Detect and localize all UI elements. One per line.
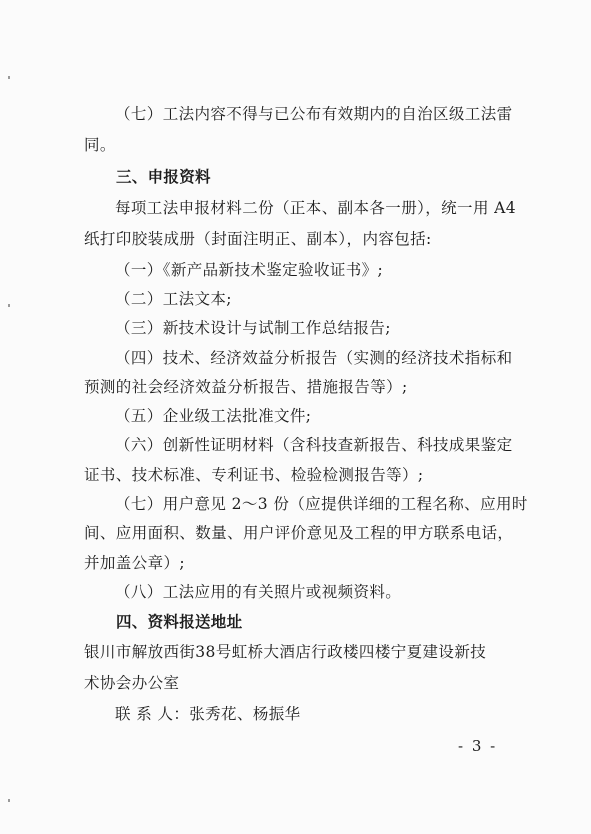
material-item-7-line-1: （七）用户意见 2～3 份（应提供详细的工程名称、应用时 xyxy=(115,495,528,513)
material-item-2: （二）工法文本; xyxy=(115,290,232,308)
material-item-4-line-2: 预测的社会经济效益分析报告、措施报告等）; xyxy=(84,378,408,396)
paragraph-item-7-line-2: 同。 xyxy=(84,136,116,154)
scan-dot-top-left xyxy=(8,76,10,79)
contact-person-line: 联 系 人：张秀花、杨振华 xyxy=(115,705,301,723)
material-item-6-line-2: 证书、技术标准、专利证书、检验检测报告等）; xyxy=(84,466,424,484)
section-heading-application-materials: 三、申报资料 xyxy=(116,167,211,186)
material-item-1: （一）《新产品新技术鉴定验收证书》; xyxy=(115,261,384,279)
material-item-6-line-1: （六）创新性证明材料（含科技查新报告、科技成果鉴定 xyxy=(115,436,513,454)
page-number: - 3 - xyxy=(458,737,498,755)
address-line-1: 银川市解放西街38号虹桥大酒店行政楼四楼宁夏建设新技 xyxy=(84,643,487,661)
material-item-4-line-1: （四）技术、经济效益分析报告（实测的经济技术指标和 xyxy=(115,349,513,367)
material-item-7-line-3: 并加盖公章）; xyxy=(84,554,186,572)
scan-dot-bottom-left xyxy=(8,799,10,802)
section-heading-submission-address: 四、资料报送地址 xyxy=(116,612,243,631)
materials-intro-line-1: 每项工法申报材料二份（正本、副本各一册），统一用 A4 xyxy=(115,199,517,217)
scan-dot-middle-left xyxy=(8,304,10,307)
material-item-7-line-2: 间、应用面积、数量、用户评价意见及工程的甲方联系电话， xyxy=(84,524,514,542)
paragraph-item-7-line-1: （七）工法内容不得与已公布有效期内的自治区级工法雷 xyxy=(115,105,513,123)
material-item-5: （五）企业级工法批准文件; xyxy=(115,407,312,425)
material-item-8: （八）工法应用的有关照片或视频资料。 xyxy=(115,583,402,601)
address-line-2: 术协会办公室 xyxy=(84,674,180,692)
material-item-3: （三）新技术设计与试制工作总结报告; xyxy=(115,319,391,337)
materials-intro-line-2: 纸打印胶装成册（封面注明正、副本），内容包括: xyxy=(84,230,432,248)
